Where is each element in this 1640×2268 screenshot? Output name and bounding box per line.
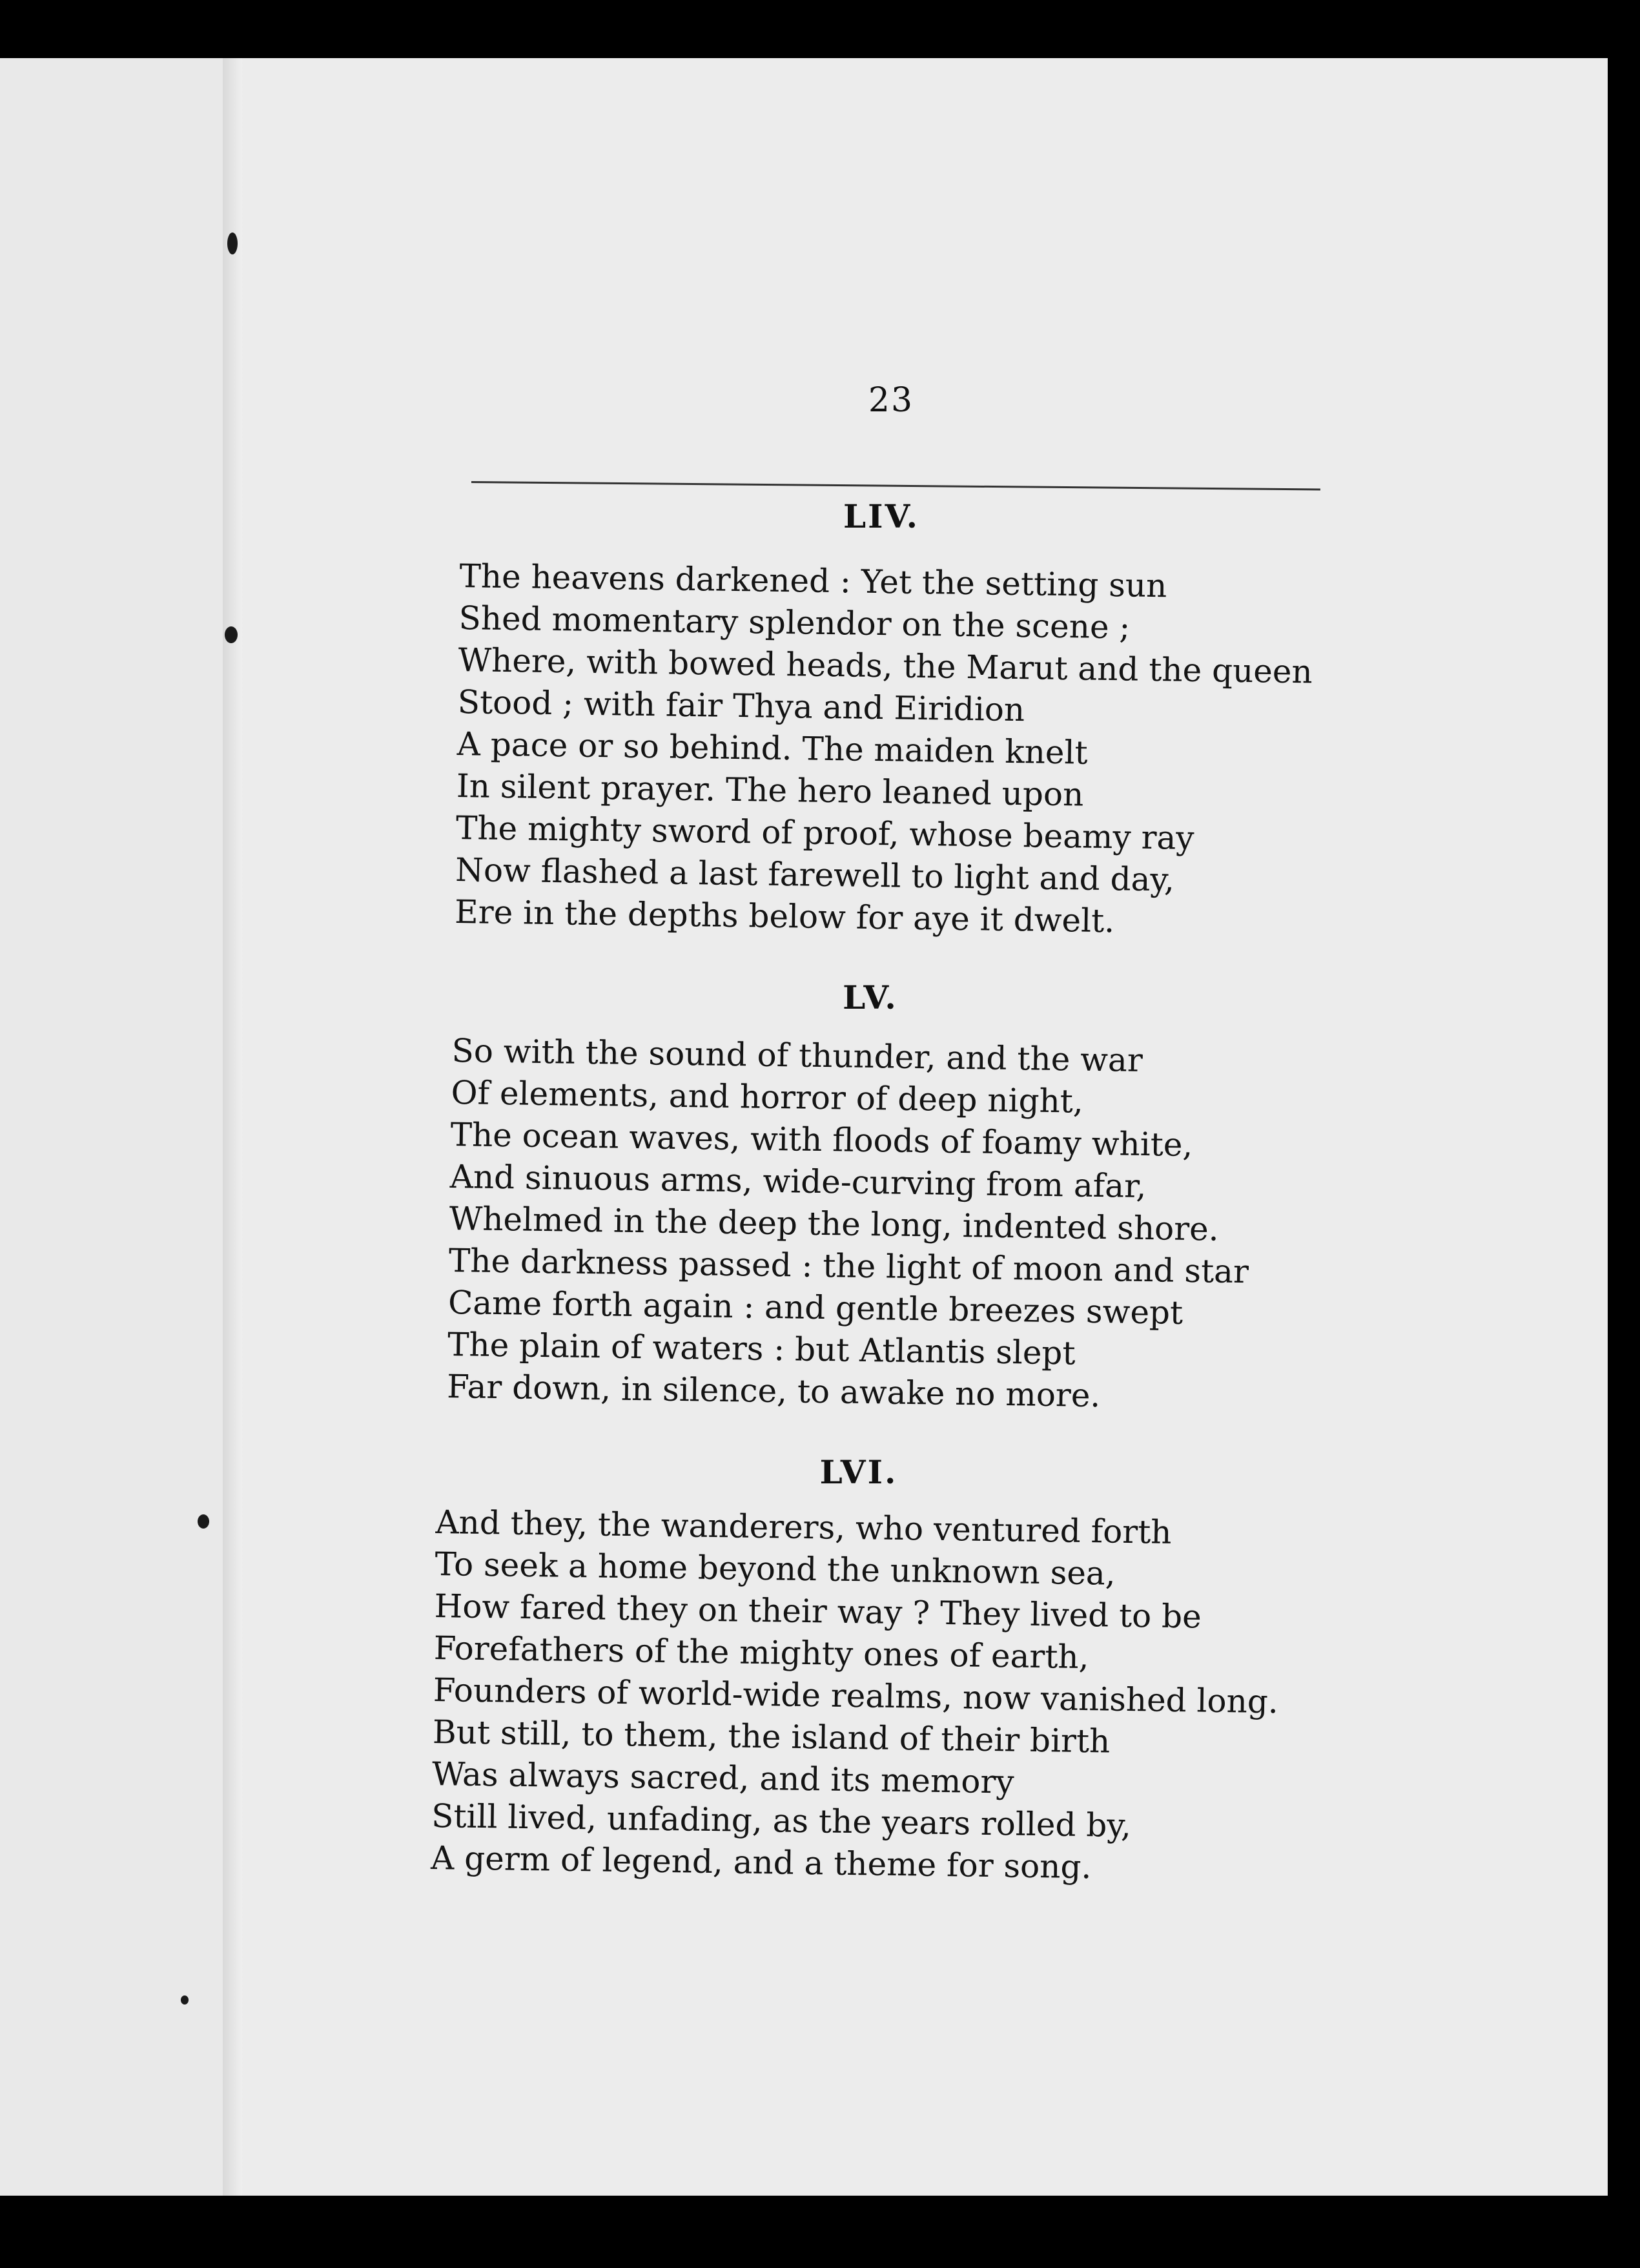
verse-line: The ocean waves, with floods of foamy white,	[450, 1115, 1193, 1164]
verse-line: Came forth again : and gentle breezes swept	[447, 1283, 1184, 1332]
binding-mark	[227, 232, 238, 254]
verse-line: Was always sacred, and its memory	[431, 1755, 1015, 1801]
verse-line: Now flashed a last farewell to light and day,	[455, 850, 1175, 899]
verse-line: Stood ; with fair Thya and Eiridion	[457, 683, 1025, 729]
verse-line: Founders of world-wide realms, now vanished long.	[433, 1671, 1279, 1721]
verse-line: The plain of waters : but Atlantis slept	[447, 1325, 1076, 1372]
verse-line: But still, to them, the island of their birth	[432, 1713, 1111, 1760]
verse-line: Still lived, unfading, as the years rolled by,	[431, 1797, 1132, 1845]
verse-line: The darkness passed : the light of moon and star	[448, 1241, 1249, 1291]
verse-line: The mighty sword of proof, whose beamy ray	[455, 809, 1194, 857]
scan-bottom-border	[0, 2196, 1640, 2268]
verse-line: And they, the wanderers, who ventured forth	[435, 1503, 1172, 1551]
page-number: 23	[868, 381, 914, 420]
stanza-heading: LIV.	[843, 497, 919, 535]
verse-line: Ere in the depths below for aye it dwelt.	[454, 892, 1115, 940]
verse-line: Forefathers of the mighty ones of earth,	[433, 1629, 1089, 1676]
stanza	[431, 1501, 1281, 1891]
verse-line: Whelmed in the deep the long, indented shore.	[449, 1199, 1220, 1248]
stanza	[447, 1030, 1252, 1419]
verse-line: The heavens darkened : Yet the setting sun	[459, 557, 1167, 605]
stanza	[455, 555, 1314, 945]
binding-mark	[198, 1514, 209, 1529]
header-rule	[471, 481, 1320, 490]
verse-line: A pace or so behind. The maiden knelt	[456, 725, 1088, 772]
page-gutter	[0, 58, 235, 2209]
verse-line: Far down, in silence, to awake no more.	[446, 1367, 1101, 1415]
stanza-heading: LVI.	[819, 1453, 898, 1491]
verse-line: And sinuous arms, wide-curving from afar,	[449, 1157, 1147, 1206]
stanza-heading: LV.	[843, 978, 898, 1016]
verse-line: So with the sound of thunder, and the war	[451, 1031, 1143, 1079]
gutter-shadow	[223, 58, 242, 2209]
binding-mark	[181, 1995, 189, 2005]
verse-line: To seek a home beyond the unknown sea,	[435, 1545, 1116, 1593]
verse-line: Where, with bowed heads, the Marut and the queen	[458, 641, 1313, 691]
book-page	[0, 58, 1608, 2209]
verse-line: A germ of legend, and a theme for song.	[430, 1839, 1092, 1886]
verse-line: Of elements, and horror of deep night,	[451, 1073, 1084, 1120]
verse-line: How fared they on their way ? They lived to be	[434, 1587, 1202, 1636]
verse-line: In silent prayer. The hero leaned upon	[456, 767, 1084, 814]
verse-line: Shed momentary splendor on the scene ;	[458, 599, 1131, 646]
binding-mark	[225, 626, 238, 643]
